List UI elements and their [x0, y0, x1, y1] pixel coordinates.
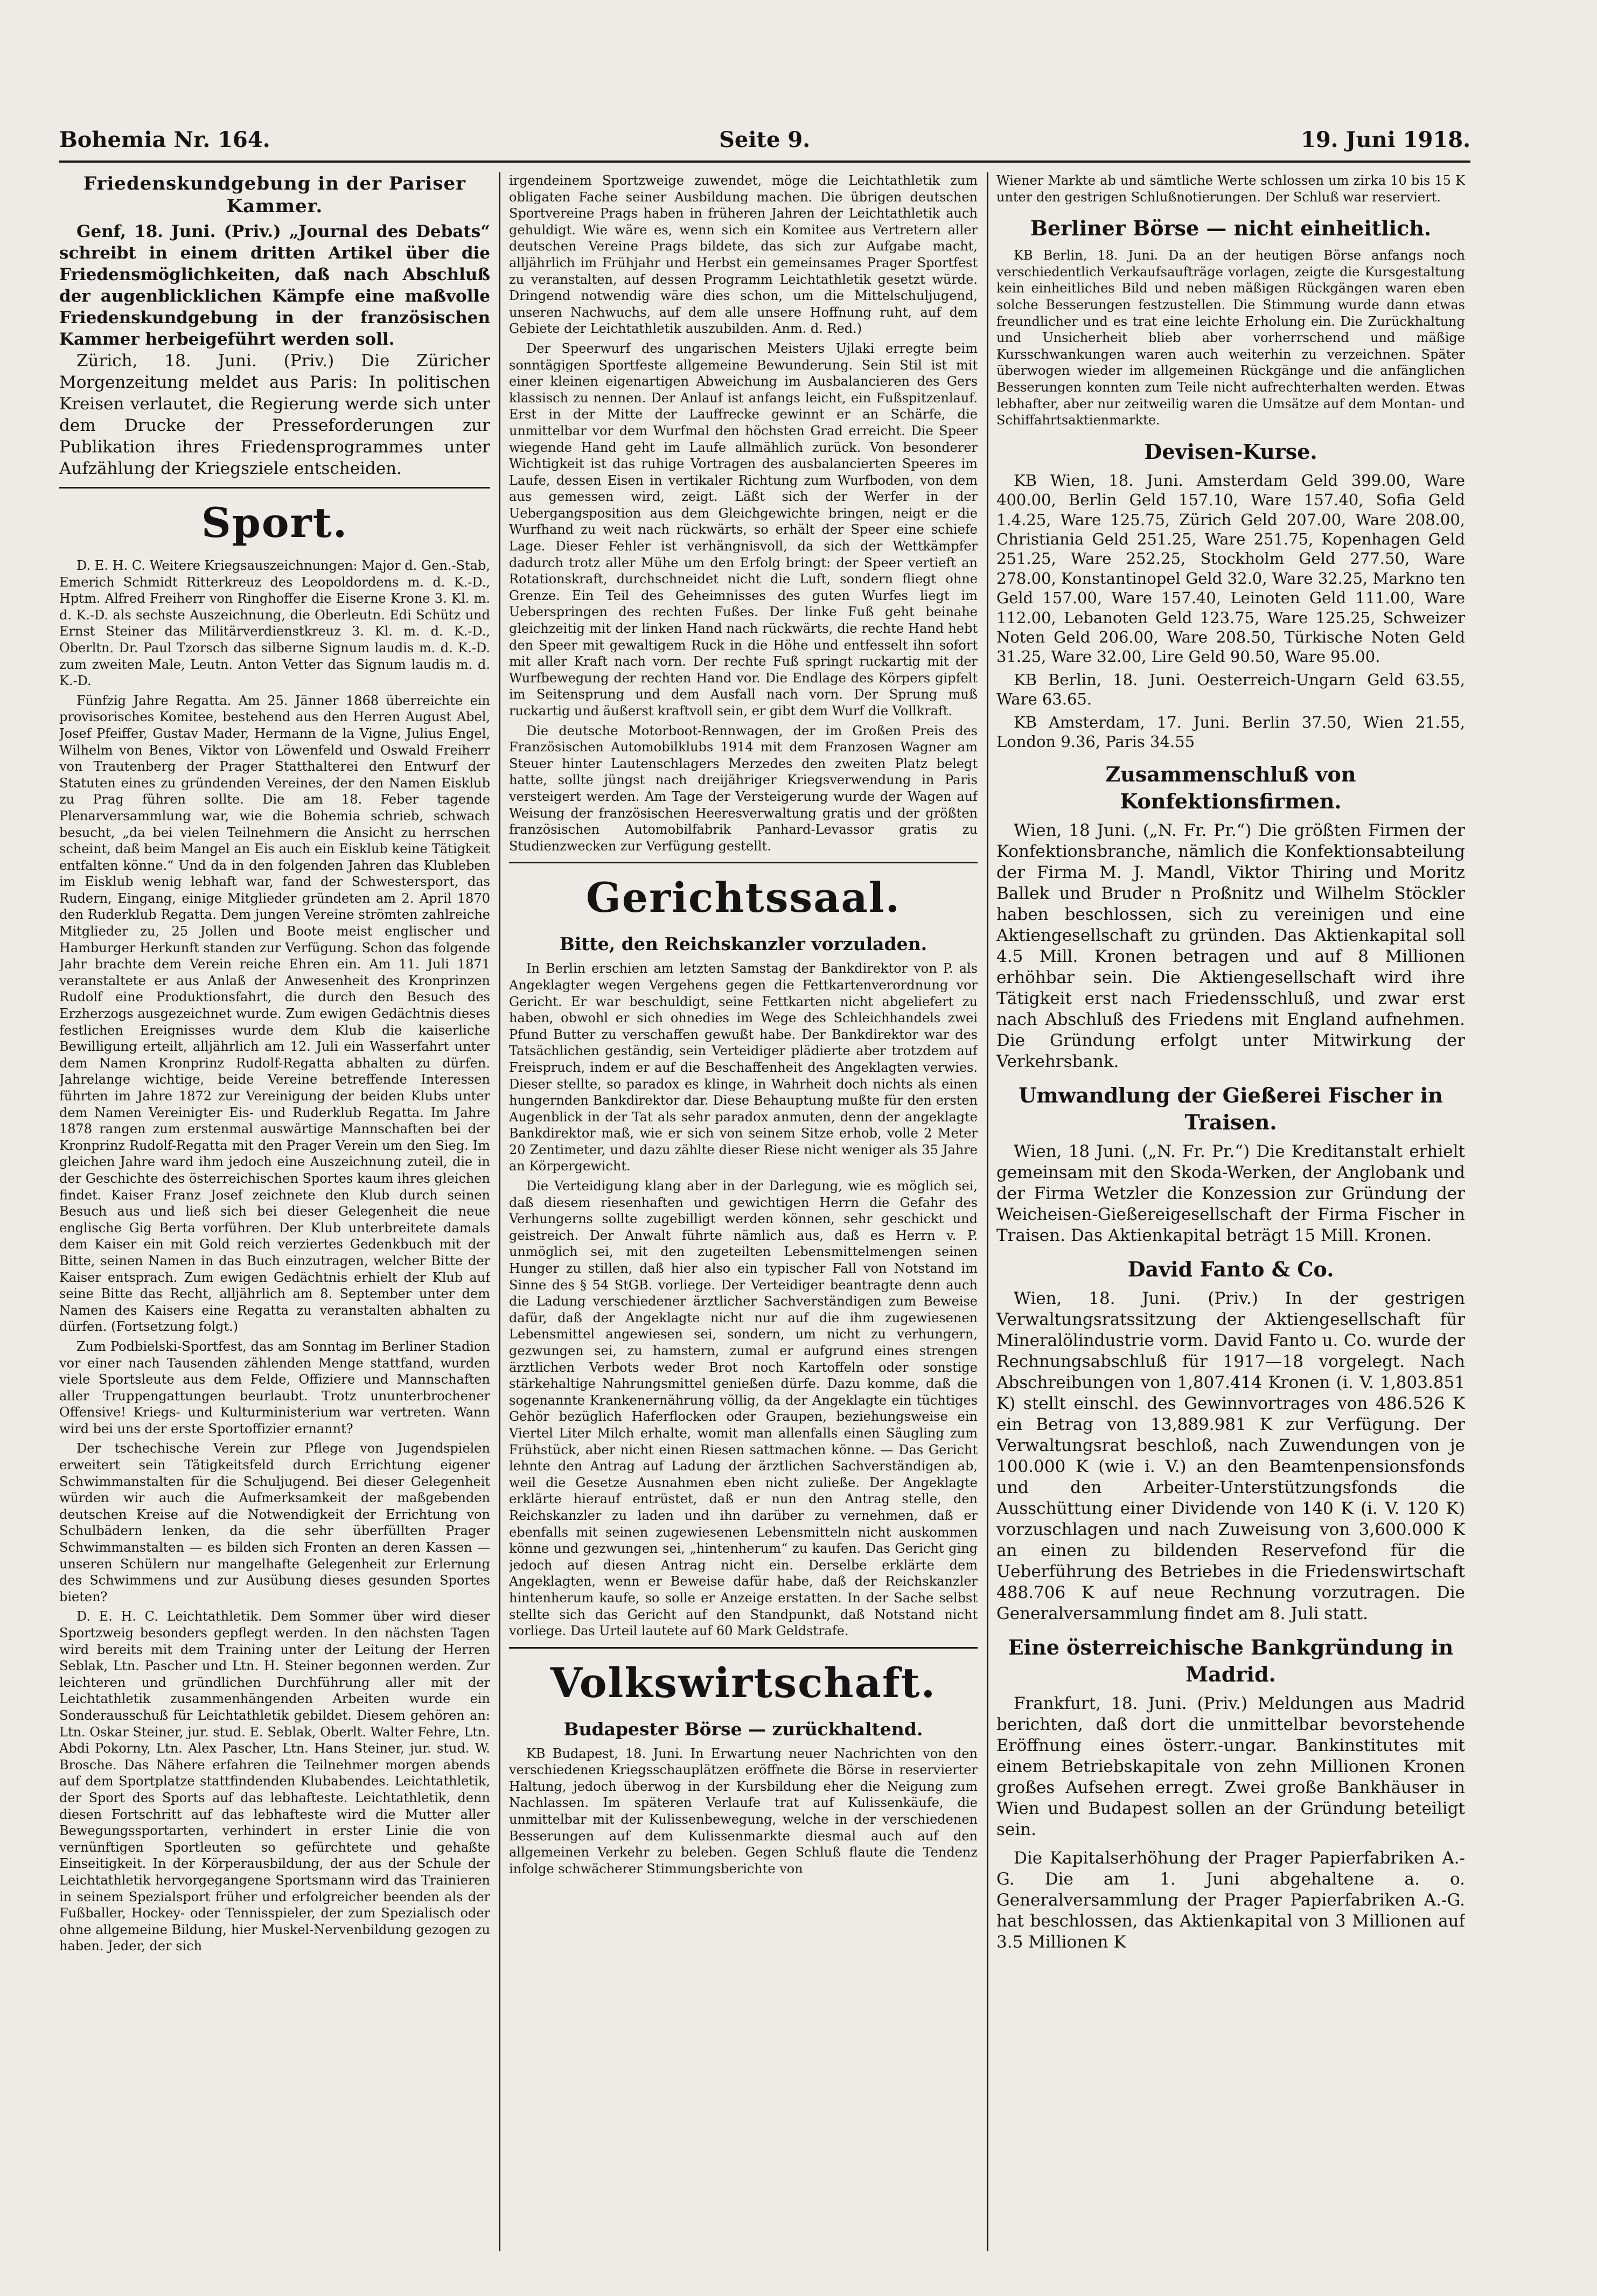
sport-paragraph-2: Fünfzig Jahre Regatta. Am 25. Jänner 1868 überreichte ein provisorisches Komitee, bestehend aus den Herren August Abel, Josef Pfeiffer, Gustav Mader, Hermann de la Vigne, Julius Engel, Wilhelm von Benes, Viktor von Löwenfeld und Oswald Freiherr von Trautenberg der Prager Statthalterei den Entwurf der Statuten eines zu gründenden Vereines, der den Namen Eisklub zu Prag führen sollte. Die am 18. Feber tagende Plenarversammlung war, wie die Bohemia schrieb, schwach besucht, „da bei vielen Teilnehmern die Ansicht zu herrschen scheint, daß beim Mangel an Eis auch ein Eisklub keine Tätigkeit entfalten könne.“ Und da in den folgenden Jahren das Klubleben im Eisklub wenig lebhaft war, fand der Schwestersport, das Rudern, Eingang, einige Mitglieder gründeten am 2. April 1870 den Ruderklub Regatta. Dem jungen Vereine strömten zahlreiche Mitglieder zu, 25 Jollen und Boote meist englischer und Hamburger Herkunft standen zur Verfügung. Schon das folgende Jahr brachte dem Verein reiche Ehren ein. Am 11. Juli 1871 veranstaltete er aus Anlaß der Anwesenheit des Kronprinzen Rudolf eine Produktionsfahrt, die durch den Besuch des Erzherzogs ausgezeichnet wurde. Zum ewigen Gedächtnis dieses festlichen Ereignisses wurde dem Klub die kaiserliche Bewilligung erteilt, alljährlich am 12. Juli ein Wasserfahrt unter dem Namen Kronprinz Rudolf-Regatta abhalten zu dürfen. Jahrelange wichtige, beide Vereine betreffende Interessen führten im Jahre 1872 zur Vereinigung der beiden Klubs unter dem Namen Vereinigter Eis- und Ruderklub Regatta. Im Jahre 1878 rangen zum erstenmal auswärtige Mannschaften bei der Kronprinz Rudolf-Regatta mit den Prager Verein um den Sieg. Im gleichen Jahre ward ihm jedoch eine Auszeichnung zuteil, die in der Geschichte des österreichischen Sportes kaum ihres gleichen findet. Kaiser Franz Josef zeichnete den Klub durch seinen Besuch aus und ließ sich bei dieser Gelegenheit die neue englische Gig Berta vorführen. Der Klub unterbreitete damals dem Kaiser ein mit Gold reich verziertes Gedenkbuch mit der Bitte, seinen Namen in das Buch einzutragen, welcher Bitte der Kaiser entsprach. Zum ewigen Gedächtnis erhielt der Klub auf seine Bitte das Recht, alljährlich am 8. September unter dem Namen des Kaisers eine Regatta zu veranstalten abhalten zu dürfen. (Fortsetzung folgt.): [59, 693, 490, 1335]
economy-subheadline: Budapester Börse — zurückhaltend.: [563, 1718, 923, 1740]
sport-paragraph-5: D. E. H. C. Leichtathletik. Dem Sommer über wird dieser Sportzweig besonders gepflegt werden. In den nächsten Tagen wird bereits mit dem Training unter der Leitung der Herren Seblak, Ltn. Pascher und Ltn. H. Steiner begonnen werden. Zur leichteren und gründlichen Durchführung aller mit der Leichtathletik zusammenhängenden Arbeiten wurde ein Sonderausschuß für Leichtathletik gebildet. Diesem gehören an: Ltn. Oskar Steiner, jur. stud. E. Seblak, Oberlt. Walter Fehre, Ltn. Abdi Pokorny, Ltn. Alex Pascher, Ltn. Hans Steiner, jur. stud. W. Brosche. Das Nähere erfahren die Teilnehmer morgen abends auf dem Sportplatze stattfindenden Klubabendes. Leichtathletik, der Sport des Sports auf das lebhafteste. Leichtathletik, denn diesen Fortschritt auf das lebhafteste wird die Mutter aller Bewegungssportarten, verhindert in erster Linie die von vernünftigen Sportleuten so gefürchtete und gehaßte Einseitigkeit. In der Körperausbildung, der aus der Schule der Leichtathletik hervorgegangene Sportsmann wird das Trainieren in seinem Spezialsport früher und erfolgreicher beenden als der Fußballer, Hockey- oder Tennisspieler, der zum Spezialisch oder ohne allgemeine Bildung, hier Muskel-Nervenbildung gezogen zu haben. Jeder, der sich: [59, 1609, 490, 1954]
auto-paragraph: Die deutsche Motorboot-Rennwagen, der im Großen Preis des Französischen Automobilklubs 1914 mit dem Franzosen Wagner am Steuer hinter Lautenschlagers Merzedes den zweiten Platz belegt hatte, sollte jüngst nach dreijähriger Kriegsverwendung in Paris versteigert werden. Am Tage der Versteigerung wurde der Wagen auf Weisung der französischen Heeresverwaltung gratis und der größten französischen Automobilfabrik Panhard-Levassor gratis zu Studienzwecken zur Verfügung gestellt.: [509, 723, 978, 854]
devisen-headline: Devisen-Kurse.: [1144, 439, 1317, 464]
konfektion-headline: Zusammenschluß von Konfektionsfirmen.: [1105, 762, 1356, 814]
sport-continuation: irgendeinem Sportzweige zuwendet, möge die Leichtathletik zum obligaten Fache seiner Ausbildung machen. Die übrigen deutschen Sportvereine Prags haben in früheren Jahren der Leichtathletik auch gehuldigt. Wie wäre es, wenn sich ein Komitee aus Vertretern aller deutschen Vereine Prags bildete, das sich zur Aufgabe macht, alljährlich im Frühjahr und Herbst ein gemeinsames Prager Sportfest zu veranstalten, auf dessen Programm Leichtathletik gesetzt würde. Dringend notwendig wäre dies schon, um die Mittelschuljugend, unseren Nachwuchs, auf dem alle unsere Hoffnung ruht, auf dem Gebiete der Leichtathletik auszubilden. Anm. d. Red.): [509, 173, 978, 337]
court-subheadline: Bitte, den Reichskanzler vorzuladen.: [559, 933, 927, 955]
peace-paragraph-1: Genf, 18. Juni. (Priv.) „Journal des Debats“ schreibt in einem dritten Artikel über die Friedensmöglichkeiten, daß nach Abschluß der augenblicklichen Kämpfe eine maßvolle Friedenskundgebung in der französischen Kammer herbeigeführt werden soll.: [59, 222, 490, 349]
berlin-headline: Berliner Börse — nicht einheitlich.: [1030, 216, 1432, 241]
column-1: [59, 172, 490, 2262]
fanto-paragraph: Wien, 18. Juni. (Priv.) In der gestrigen Verwaltungsratssitzung der Aktiengesellschaft für Mineralölindustrie vorm. David Fanto u. Co. wurde der Rechnungsabschluß für 1917—18 vorgelegt. Nach Abschreibungen von 1,807.414 Kronen (i. V. 1,803.851 K) stellt einschl. des Gewinnvortrages von 486.526 K ein Betrag von 13,889.981 K zur Verfügung. Der Verwaltungsrat beschloß, nach Zuwendungen von je 100.000 K (wie i. V.) an den Beamtenpensionsfonds und den Arbeiter-Unterstützungsfonds die Ausschüttung einer Dividende von 140 K (i. V. 120 K) vorzuschlagen und nach Zuweisung von 3,600.000 K an einen zu bildenden Reservefond für die Ueberführung des Betriebes in die Friedenswirtschaft 488.706 K auf neue Rechnung vorzutragen. Die Generalversammlung findet am 8. Juli statt.: [996, 1289, 1465, 1624]
sport-paragraph-4: Der tschechische Verein zur Pflege von Jugendspielen erweitert sein Tätigkeitsfeld durch Errichtung eigener Schwimmanstalten für die Schuljugend. Bei dieser Gelegenheit würden wir auch die Aufmerksamkeit der maßgebenden deutschen Kreise auf die Notwendigkeit der Errichtung von Schulbädern lenken, da die sehr überfüllten Prager Schwimmanstalten — es bilden sich Fronten an deren Kassen — unseren Schülern nur mangelhafte Gelegenheit zur Erlernung des Schwimmens und zur Ausübung dieses gesunden Sportes bieten?: [59, 1441, 490, 1604]
issue-number: Bohemia Nr. 164.: [59, 127, 270, 152]
header-rule: [59, 160, 1470, 163]
papier-paragraph: Die Kapitalserhöhung der Prager Papierfabriken A.-G. Die am 1. Juni abgehaltene a. o. Generalversammlung der Prager Papierfabriken A.-G. hat beschlossen, das Aktienkapital von 3 Millionen auf 3.5 Millionen K: [996, 1848, 1465, 1952]
section-rule: [59, 487, 490, 488]
devisen-paragraph-1: KB Wien, 18. Juni. Amsterdam Geld 399.00, Ware 400.00, Berlin Geld 157.10, Ware 157.40, Sofia Geld 1.4.25, Ware 125.75, Zürich Geld 207.00, Ware 208.00, Christiania Geld 251.25, Ware 251.75, Kopenhagen Geld 251.25, Ware 252.25, Stockholm Geld 277.50, Ware 278.00, Konstantinopel Geld 32.0, Ware 32.25, Markno ten Geld 157.00, Ware 157.40, Leinoten Geld 111.00, Ware 112.00, Lebanoten Geld 123.75, Ware 125.25, Schweizer Noten Geld 206.00, Ware 208.50, Türkische Noten Geld 31.25, Ware 32.00, Lire Geld 90.50, Ware 95.00.: [996, 471, 1465, 666]
devisen-paragraph-2: KB Berlin, 18. Juni. Oesterreich-Ungarn Geld 63.55, Ware 63.65.: [996, 670, 1465, 709]
konfektion-paragraph: Wien, 18 Juni. („N. Fr. Pr.“) Die größten Firmen der Konfektionsbranche, nämlich die Konfektionsabteilung der Firma M. J. Mandl, Viktor Thiring und Moritz Ballek und Bruder n Proßnitz und Wilhelm Stöckler haben beschlossen, sich zu vereinigen und eine Aktiengesellschaft zu gründen. Das Aktienkapital soll 4.5 Mill. Kronen betragen und auf 8 Millionen erhöhbar sein. Die Aktiengesellschaft wird ihre Tätigkeit erst nach Friedensschluß, und zwar erst nach Abschluß des Friedens mit England aufnehmen. Die Gründung erfolgt unter Mitwirkung der Verkehrsbank.: [996, 821, 1465, 1072]
berlin-paragraph: KB Berlin, 18. Juni. Da an der heutigen Börse anfangs noch verschiedentlich Verkaufsaufträge vorlagen, zeigte die Kursgestaltung kein einheitliches Bild und neben mäßigen Rückgängen waren eben solche Besserungen festzustellen. Die Stimmung wurde dann etwas freundlicher und es trat eine leichte Erholung ein. Die Zurückhaltung und Unsicherheit blieb aber vorherrschend und mäßige Kursschwankungen waren auch weiterhin zu verzeichnen. Später überwogen wieder im allgemeinen Rückgänge und die anfänglichen Besserungen konnten zum Teile nicht aufrechterhalten werden. Etwas lebhafter, aber nur zeitweilig waren die Umsätze auf dem Montan- und Schiffahrtsaktienmarkte.: [996, 248, 1465, 428]
economy-headline: Volkswirtschaft.: [550, 1658, 937, 1707]
section-rule: [509, 862, 978, 863]
court-headline: Gerichtssaal.: [585, 874, 901, 922]
page-header: [59, 127, 1470, 159]
peace-paragraph-2: Zürich, 18. Juni. (Priv.) Die Züricher Morgenzeitung meldet aus Paris: In politischen Kreisen verlautet, die Regierung werde sich unter dem Drucke der Presseforderungen zur Publikation ihres Friedensprogrammes unter Aufzählung der Kriegsziele entscheiden.: [59, 351, 490, 478]
sport-headline: Sport.: [201, 499, 348, 547]
peace-headline: Friedenskundgebung in der Pariser Kammer.: [83, 173, 466, 217]
issue-date: 19. Juni 1918.: [1301, 127, 1470, 152]
madrid-headline: Eine österreichische Bankgründung in Madrid.: [1008, 1635, 1454, 1687]
spear-paragraph: Der Speerwurf des ungarischen Meisters Ujlaki erregte beim sonntägigen Sportfeste allgemeine Bewunderung. Sein Stil ist mit einer kleinen eigenartigen Abweichung im Ausbalancieren des Gers klassisch zu nennen. Der Anlauf ist anfangs leicht, ein Fußspitzenlauf. Erst in der Mitte der Lauffrecke gewinnt er an Schärfe, die unmittelbar vor dem Wurfmal den höchsten Grad erreicht. Die Speer wiegende Hand geht im Laufe allmählich zurück. Von besonderer Wichtigkeit ist das ruhige Vortragen des ausbalancierten Speeres im Laufe, dessen Eisen in vertikaler Richtung zum Wurfboden, von dem aus gemessen wird, zeigt. Läßt sich der Werfer in der Uebergangsposition aus dem Gleichgewichte bringen, neigt er die Wurfhand zu weit nach rückwärts, so erhält der Speer eine schiefe Lage. Dieser Fehler ist verhängnisvoll, da sich der Wettkämpfer dadurch trotz aller Mühe um den Erfolg bringt: der Speer vertieft an Rotationskraft, durchschneidet nicht die Luft, sondern fliegt ohne Grenze. Ein Teil des Geheimnisses des guten Wurfes liegt im Ueberspringen des rechten Fußes. Der linke Fuß geht beinahe gleichzeitig mit der linken Hand nach rückwärts, die rechte Hand hebt den Speer mit gewaltigem Ruck in die Höhe und entfesselt ihn sofort mit aller Kraft nach vorn. Der rechte Fuß springt ruckartig mit der Wurfbewegung der rechten Hand vor. Die Endlage des Körpers gipfelt im Seitensprung und dem Ausfall nach vorn. Der Sprung muß ruckartig und äußerst kraftvoll sein, er gibt dem Wurf die Vollkraft.: [509, 340, 978, 718]
sport-paragraph-1: D. E. H. C. Weitere Kriegsauszeichnungen: Major d. Gen.-Stab, Emerich Schmidt Ritterkreuz des Leopoldordens m. d. K.-D., Hptm. Alfred Freiherr von Ringhoffer die Eiserne Krone 3. Kl. m. d. K.-D. als sechste Auszeichnung, die Oberleutn. Edi Schütz und Ernst Steiner das Militärverdienstkreuz 3. Kl. m. d. K.-D., Oberltn. Dr. Paul Tzorsch das silberne Signum laudis m. d. K.-D. zum zweiten Male, Leutn. Anton Vetter das Signum laudis m. d. K.-D.: [59, 558, 490, 689]
page-number: Seite 9.: [719, 127, 811, 152]
court-paragraph-2: Die Verteidigung klang aber in der Darlegung, wie es möglich sei, daß diesem riesenhaften und gewichtigen Herrn die Gefahr des Verhungerns sollte zugebilligt werden können, sehr geschickt und geistreich. Der Anwalt führte nämlich aus, daß es Herrn v. P. unmöglich sei, mit den zugeteilten Lebensmittelmengen seinen Hunger zu stillen, daß hier also ein typischer Fall von Notstand im Sinne des § 54 StGB. vorliege. Der Verteidiger beantragte denn auch die Ladung verschiedener ärztlicher Sachverständigen zum Beweise dafür, daß der Angeklagte nicht nur auf die ihm zugewiesenen Lebensmittel angewiesen sei, sondern, um nicht zu verhungern, gezwungen sei, zu hamstern, zumal er aufgrund eines strengen ärztlichen Verbots weder Brot noch Kartoffeln oder sonstige stärkehaltige Nahrungsmittel genießen dürfe. Dazu komme, daß die sogenannte Krankenernährung völlig, da der Angeklagte ein tüchtiges Gehör bezüglich Haferflocken oder Graupen, beziehungsweise ein Viertel Liter Milch erhalte, womit man allenfalls einen Säugling zum Frühstück, aber nicht einen Riesen sattmachen könne. — Das Gericht lehnte den Antrag auf Ladung der ärztlichen Sachverständigen ab, weil die Gesetze Ausnahmen eben nicht zuließe. Der Angeklagte erklärte hierauf entrüstet, daß er nun den Antrag stelle, den Reichskanzler zu laden und ihn darüber zu vernehmen, daß er ebenfalls mit seinen zugewiesenen Lebensmitteln nicht auskommen könne und gezwungen sei, „hintenherum“ zu kaufen. Das Gericht ging jedoch auf diesen Antrag nicht ein. Derselbe erklärte dem Angeklagten, wenn er Beweise dafür habe, daß der Reichskanzler hintenherum kaufe, so solle er Anzeige erstatten. In der Sache selbst stellte sich das Gericht auf den Standpunkt, daß Notstand nicht vorliege. Das Urteil lautete auf 60 Mark Geldstrafe.: [509, 1178, 978, 1639]
section-rule: [509, 1647, 978, 1649]
court-paragraph-1: In Berlin erschien am letzten Samstag der Bankdirektor von P. als Angeklagter wegen Vergehens gegen die Fettkartenverordnung vor Gericht. Er war beschuldigt, seine Fettkarten nicht abgeliefert zu haben, obwohl er sich ohnedies im Wege des Schleichhandels zwei Pfund Butter zu verschaffen gewußt habe. Der Bankdirektor war des Tatsächlichen geständig, sein Verteidiger plädierte aber trotzdem auf Freispruch, indem er auf die Beschaffenheit des Angeklagten verwies. Dieser stellte, so paradox es klinge, in Wahrheit doch nichts als einen hungernden Bankdirektor dar. Diese Behauptung mußte für den ersten Augenblick in der Tat als sehr paradox anmuten, denn der angeklagte Bankdirektor maß, wie er sich von seinem Sitze erhob, volle 2 Meter 20 Zentimeter, und dazu zählte dieser Riese nicht weniger als 35 Jahre an Körpergewicht.: [509, 961, 978, 1174]
devisen-paragraph-3: KB Amsterdam, 17. Juni. Berlin 37.50, Wien 21.55, London 9.36, Paris 34.55: [996, 713, 1465, 751]
sport-paragraph-3: Zum Podbielski-Sportfest, das am Sonntag im Berliner Stadion vor einer nach Tausenden zählenden Menge stattfand, wurden viele Sportsleute aus dem Felde, Offiziere und Mannschaften aller Truppengattungen beurlaubt. Trotz ununterbrochener Offensive! Kriegs- und Kulturministerium war vertreten. Wann wird bei uns der erste Sportoffizier ernannt?: [59, 1338, 490, 1436]
giesserei-paragraph: Wien, 18 Juni. („N. Fr. Pr.“) Die Kreditanstalt erhielt gemeinsam mit den Skoda-Werken, der Anglobank und der Firma Wetzler die Konzession zur Gründung der Weicheisen-Gießereigesellschaft der Firma Fischer in Traisen. Das Aktienkapital beträgt 15 Mill. Kronen.: [996, 1142, 1465, 1246]
column-divider-1: [499, 172, 500, 2251]
column-2: [509, 172, 978, 2262]
giesserei-headline: Umwandlung der Gießerei Fischer in Traisen.: [1019, 1083, 1443, 1135]
fanto-headline: David Fanto & Co.: [1127, 1257, 1334, 1282]
column-divider-2: [987, 172, 988, 2251]
budapest-paragraph: KB Budapest, 18. Juni. In Erwartung neuer Nachrichten von den verschiedenen Kriegsschauplätzen eröffnete die Börse in reservierter Haltung, jedoch überwog in der Kursbildung eher die Neigung zum Nachlassen. Im späteren Verlaufe trat auf Kulissenkäufe, die unmittelbar mit der Kulissenbewegung, welche in der verschiedenen Besserungen auf dem Kulissenmarkte diesmal auch auf den allgemeinen Verkehr zu beleben. Gegen Schluß flaute die Tendenz infolge schwächerer Stimmungsberichte von: [509, 1746, 978, 1876]
madrid-paragraph: Frankfurt, 18. Juni. (Priv.) Meldungen aus Madrid berichten, daß dort die unmittelbar bevorstehende Eröffnung eines österr.-ungar. Bankinstitutes mit einem Betriebskapitale von zehn Millionen Kronen großes Aufsehen erregt. Zwei große Bankhäuser in Wien und Budapest sollen an der Gründung beteiligt sein.: [996, 1694, 1465, 1840]
budapest-continuation: Wiener Markte ab und sämtliche Werte schlossen um zirka 10 bis 15 K unter den gestrigen Schlußnotierungen. Der Schluß war reserviert.: [996, 173, 1465, 205]
column-3: [996, 172, 1465, 2262]
